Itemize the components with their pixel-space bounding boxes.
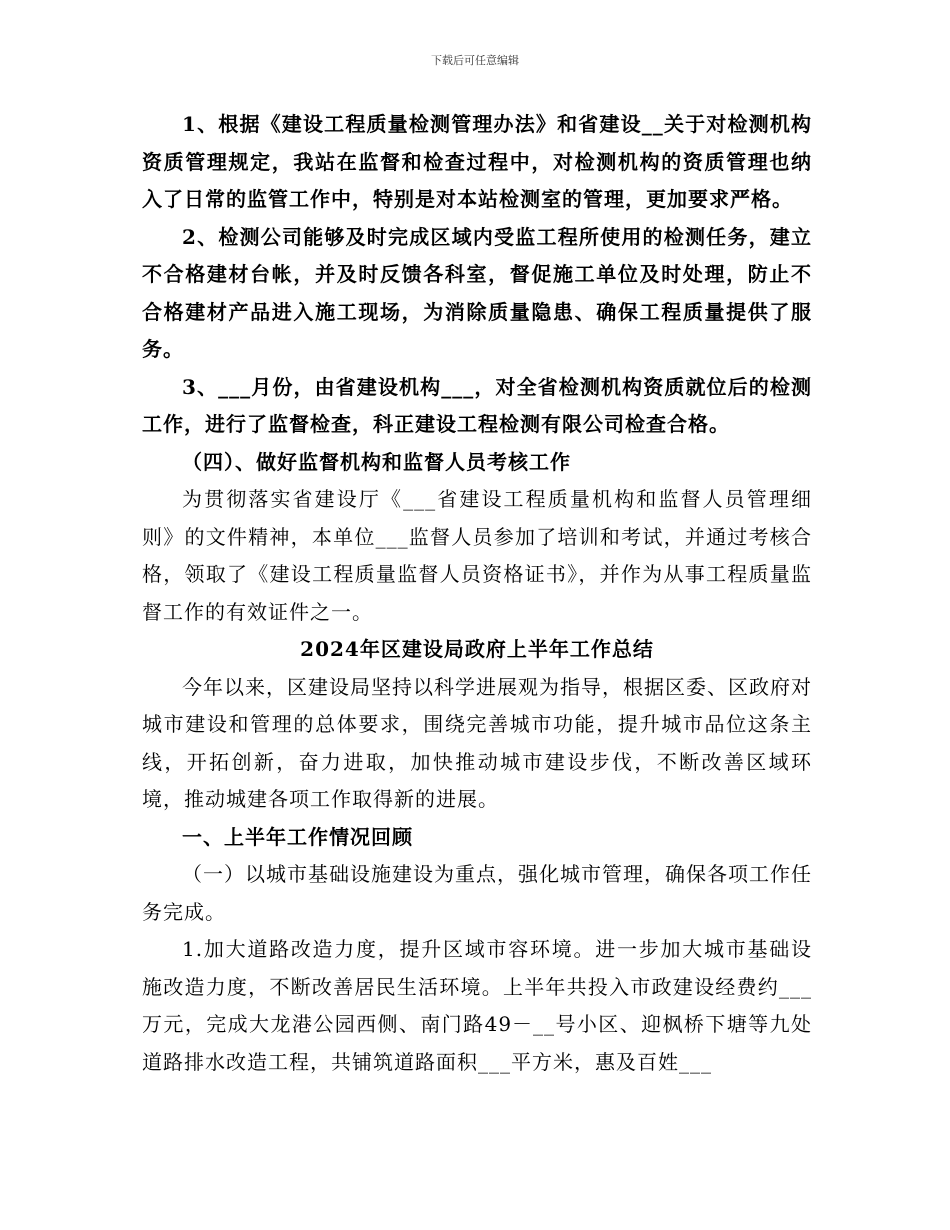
part-1-heading: 一、上半年工作情况回顾 xyxy=(182,824,413,849)
part-1-subheading: （一）以城市基础设施建设为重点，强化城市管理，确保各项工作任务完成。 xyxy=(142,862,812,924)
header-note: 下载后可任意编辑 xyxy=(431,54,519,67)
paragraph-item-2: 2、检测公司能够及时完成区域内受监工程所使用的检测任务，建立不合格建材台帐，并及时反馈各科室，督促施工单位及时处理，防止不合格建材产品进入施工现场，为消除质量隐患、确保工程质量提供了服务。 xyxy=(142,224,812,361)
paragraph-item-3: 3、___月份，由省建设机构___，对全省检测机构资质就位后的检测工作，进行了监督检查，科正建设工程检测有限公司检查合格。 xyxy=(142,374,812,436)
intro-paragraph: 今年以来，区建设局坚持以科学进展观为指导，根据区委、区政府对城市建设和管理的总体要求，围绕完善城市功能，提升城市品位这条主线，开拓创新，奋力进取，加快推动城市建设步伐，不断改善区域环境，推动城建各项工作取得新的进展。 xyxy=(142,674,812,811)
section-heading-4: （四）、做好监督机构和监督人员考核工作 xyxy=(182,449,571,474)
paragraph-item-1: 1、根据《建设工程质量检测管理办法》和省建设__关于对检测机构资质管理规定，我站在监督和检查过程中，对检测机构的资质管理也纳入了日常的监管工作中，特别是对本站检测室的管理，更加要求严格。 xyxy=(142,112,812,211)
summary-title: 2024年区建设局政府上半年工作总结 xyxy=(300,637,654,661)
part-1-item-1: 1.加大道路改造力度，提升区域市容环境。进一步加大城市基础设施改造力度，不断改善居民生活环境。上半年共投入市政建设经费约___万元，完成大龙港公园西侧、南门路49－__号小区、迎枫桥下塘等九处道路排水改造工程，共铺筑道路面积___平方米，惠及百姓___ xyxy=(142,937,812,1074)
document-body xyxy=(142,106,812,1081)
section-4-body: 为贯彻落实省建设厅《___省建设工程质量机构和监督人员管理细则》的文件精神，本单位___监督人员参加了培训和考试，并通过考核合格，领取了《建设工程质量监督人员资格证书》，并作为从事工程质量监督工作的有效证件之一。 xyxy=(142,487,812,624)
